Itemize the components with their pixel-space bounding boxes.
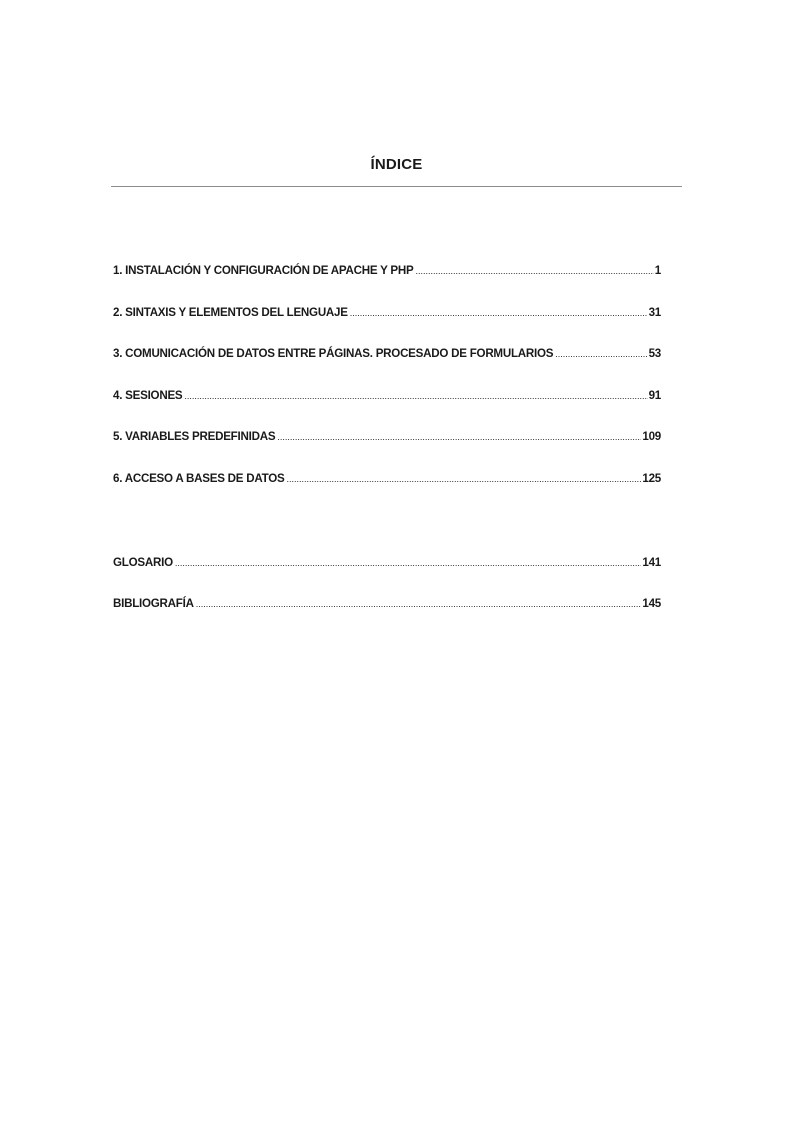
toc-entry-label: 1. INSTALACIÓN Y CONFIGURACIÓN DE APACHE Y PHP: [113, 264, 414, 277]
toc-entry-page: 53: [648, 347, 661, 361]
toc-dot-leader: [196, 597, 642, 610]
toc-dot-leader: [555, 347, 647, 360]
toc-dot-leader: [184, 389, 647, 402]
toc-dot-leader: [175, 556, 642, 569]
page-title: ÍNDICE: [370, 156, 423, 173]
toc-dot-leader: [350, 306, 648, 319]
toc-entry-label: BIBLIOGRAFÍA: [113, 597, 194, 611]
toc-entry-chapter-3[interactable]: [113, 347, 661, 367]
section-spacer: [113, 514, 661, 556]
toc-entry-label: 6. ACCESO A BASES DE DATOS: [113, 471, 285, 485]
toc-entry-chapter-2[interactable]: [113, 306, 661, 326]
toc-entry-chapter-4[interactable]: [113, 389, 661, 409]
title-divider: [111, 186, 682, 187]
toc-entry-page: 1: [654, 264, 661, 277]
toc-entry-label: 2. SINTAXIS Y ELEMENTOS DEL LENGUAJE: [113, 305, 348, 319]
toc-entry-page: 141: [642, 555, 661, 569]
toc-entry-chapter-5[interactable]: [113, 430, 661, 450]
toc-entry-page: 91: [648, 388, 661, 402]
toc-entry-page: 145: [642, 597, 661, 611]
toc-entry-page: 125: [642, 471, 661, 485]
toc-entry-label: GLOSARIO: [113, 555, 173, 569]
toc-dot-leader: [287, 472, 642, 485]
toc-entry-bibliografia[interactable]: [113, 597, 661, 617]
toc-dot-leader: [277, 430, 641, 443]
toc-entry-label: 3. COMUNICACIÓN DE DATOS ENTRE PÁGINAS. PROCESADO DE FORMULARIOS: [113, 347, 554, 361]
toc-entry-page: 109: [642, 430, 661, 444]
toc-entry-label: 5. VARIABLES PREDEFINIDAS: [113, 430, 276, 444]
table-of-contents: [113, 264, 661, 639]
toc-entry-glosario[interactable]: [113, 556, 661, 576]
toc-dot-leader: [416, 264, 654, 277]
toc-entry-chapter-1[interactable]: [113, 264, 661, 284]
toc-entry-page: 31: [648, 305, 661, 319]
toc-entry-chapter-6[interactable]: [113, 472, 661, 492]
toc-entry-label: 4. SESIONES: [113, 388, 183, 402]
